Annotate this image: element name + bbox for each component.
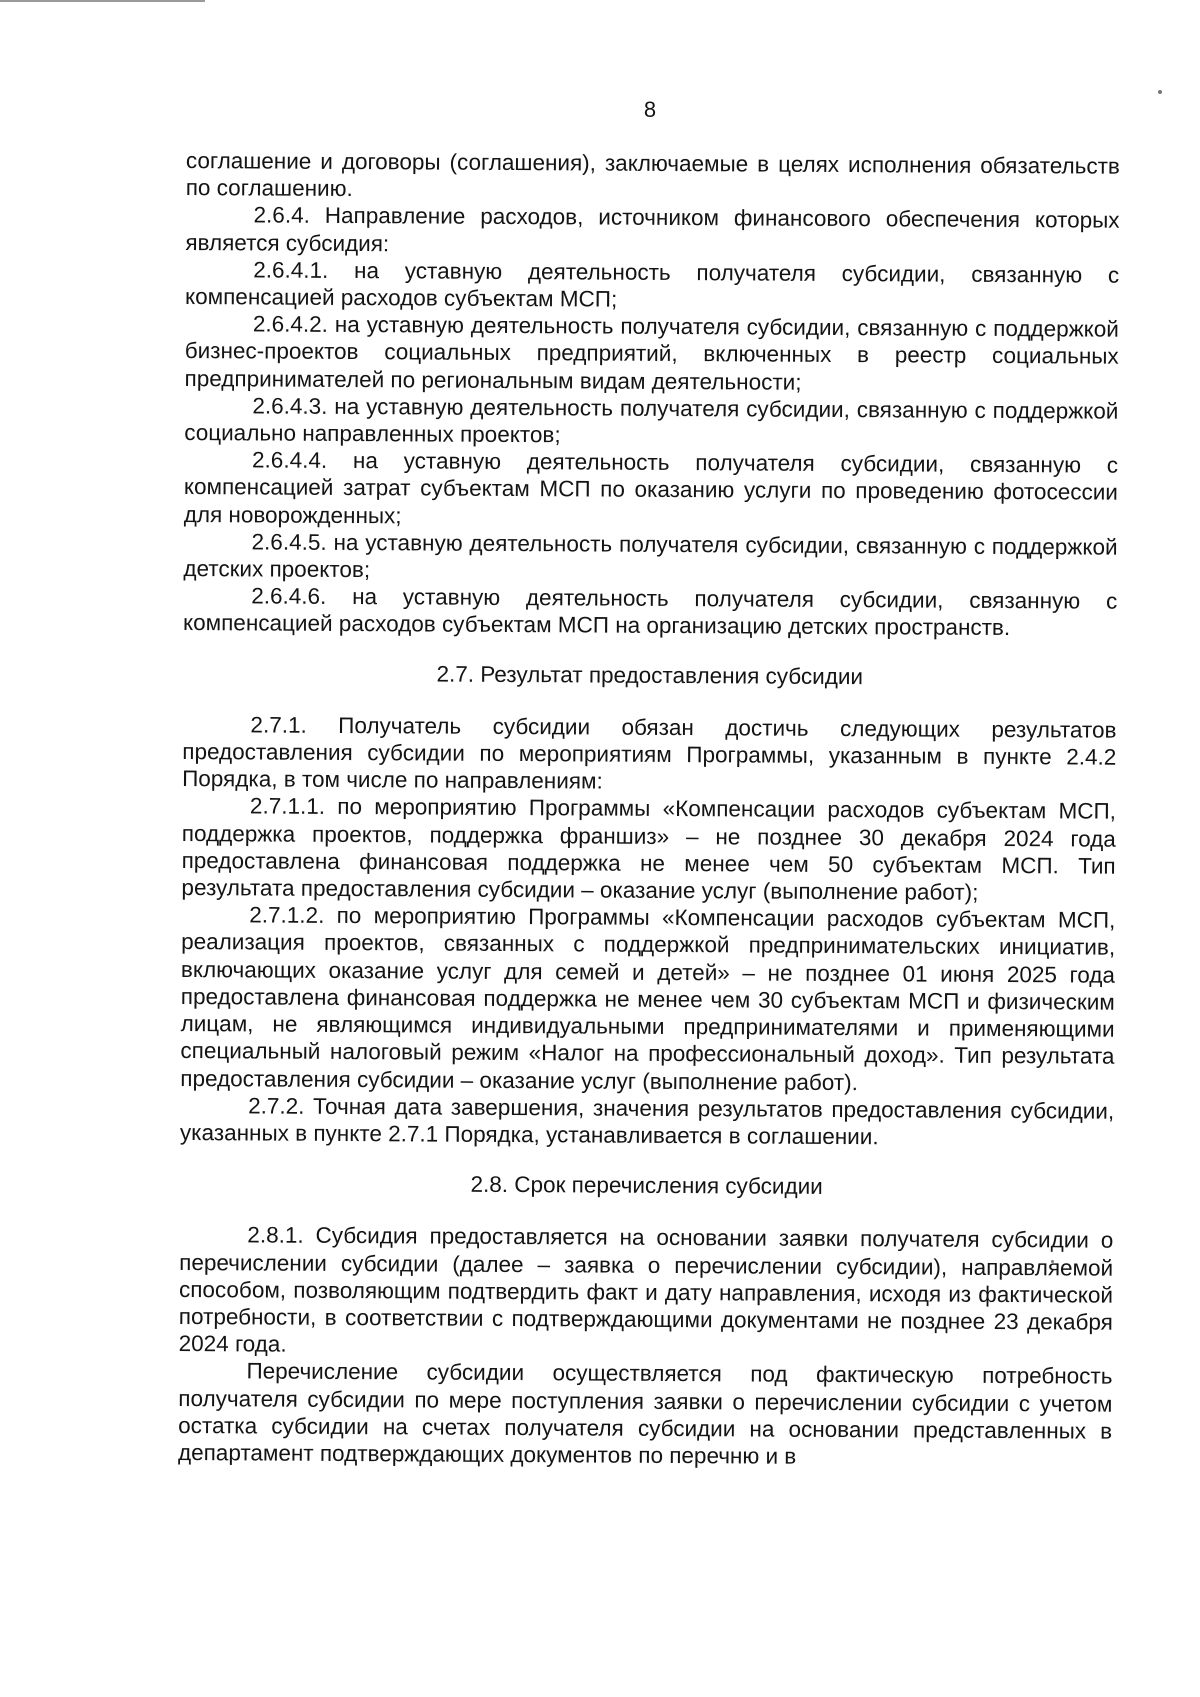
scan-edge-mark	[0, 0, 205, 2]
page-number: 8	[643, 97, 657, 122]
paragraph-2-7-1-1: 2.7.1.1. по мероприятию Программы «Компенсации расходов субъектам МСП, поддержка проектов, поддержка франшиз» – не позднее 30 декабря 2024 года предоставлена финансовая поддержка не менее чем 50 субъектам МСП. Тип результата предоставления субсидии – оказание услуг (выполнение работ);	[181, 793, 1117, 905]
section-heading-2-7: 2.7. Результат предоставления субсидии	[436, 661, 864, 689]
paragraph-2-6-4-6: 2.6.4.6. на уставную деятельность получателя субсидии, связанную с компенсацией расходов субъектам МСП на организацию детских пространств.	[183, 583, 1118, 641]
document-body	[178, 147, 1120, 1472]
paragraph-2-8-1: 2.8.1. Субсидия предоставляется на основании заявки получателя субсидии о перечислении субсидии (далее – заявка о перечислении субсидии), направляемой способом, позволяющим подтвердить факт и дату направления, исходя из фактической потребности, в соответствии с подтверждающими документами не позднее 23 декабря 2024 года.	[178, 1222, 1114, 1357]
section-heading-2-8: 2.8. Срок перечисления субсидии	[470, 1171, 823, 1200]
paragraph-2-6-4-4: 2.6.4.4. на уставную деятельность получателя субсидии, связанную с компенсацией затрат субъектам МСП по оказанию услуги по проведению фотосессии для новорожденных;	[183, 447, 1119, 528]
paragraph-2-7-2: 2.7.2. Точная дата завершения, значения результатов предоставления субсидии, указанных в пункте 2.7.1 Порядка, устанавливается в соглашении.	[179, 1093, 1115, 1150]
scan-dot-mark	[1158, 90, 1162, 94]
paragraph-continuation: соглашение и договоры (соглашения), заключаемые в целях исполнения обязательств по соглашению.	[185, 147, 1120, 202]
paragraph-2-6-4-5: 2.6.4.5. на уставную деятельность получателя субсидии, связанную с поддержкой детских проектов;	[183, 529, 1118, 583]
paragraph-2-6-4-1: 2.6.4.1. на уставную деятельность получателя субсидии, связанную с компенсацией расходов субъектам МСП;	[185, 257, 1120, 312]
paragraph-2-6-4-2: 2.6.4.2. на уставную деятельность получателя субсидии, связанную с поддержкой бизнес-проектов социальных предприятий, включенных в реестр социальных предпринимателей по региональным видам деятельности;	[184, 311, 1119, 395]
paragraph-2-7-1-2: 2.7.1.2. по мероприятию Программы «Компенсации расходов субъектам МСП, реализация проектов, связанных с поддержкой предпринимательских инициатив, включающих оказание услуг для семей и детей» – не позднее 01 июня 2025 года предоставлена финансовая поддержка не менее чем 30 субъектам МСП и физическим лицам, не являющимся индивидуальными предпринимателями и применяющими специальный налоговый режим «Налог на профессиональный доход». Тип результата предоставления субсидии – оказание услуг (выполнение работ).	[180, 902, 1116, 1095]
paragraph-2-7-1: 2.7.1. Получатель субсидии обязан достичь следующих результатов предоставления субсидии по мероприятиям Программы, указанным в пункте 2.4.2 Порядка, в том числе по направлениям:	[182, 712, 1117, 794]
paragraph-transfer: Перечисление субсидии осуществляется под фактическую потребность получателя субсидии по мере поступления заявки о перечислении субсидии с учетом остатка субсидии на счетах получателя субсидии на основании представленных в департамент подтверждающих документов по перечню и в	[177, 1358, 1113, 1469]
paragraph-2-6-4: 2.6.4. Направление расходов, источником финансового обеспечения которых является субсидия:	[185, 202, 1120, 256]
paragraph-2-6-4-3: 2.6.4.3. на уставную деятельность получателя субсидии, связанную с поддержкой социально направленных проектов;	[184, 393, 1119, 448]
